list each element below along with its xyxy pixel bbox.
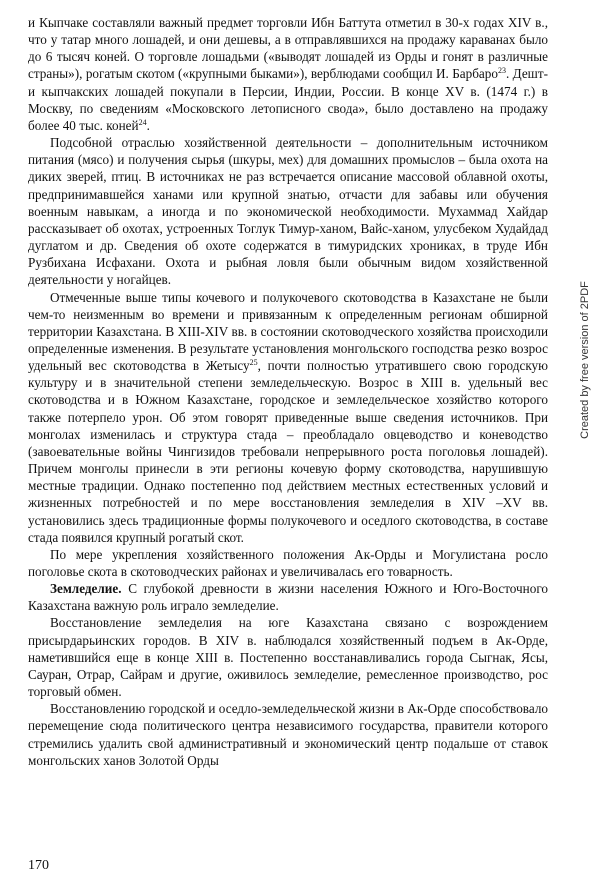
text-run: Восстановлению городской и оседло-земледельческой жизни в Ак-Орде способствовало перемещение сюда политического центра независимого государства, правители которого стремились удалить свой административный и экономический центр подальше от ставок монгольских ханов Золотой Орды <box>28 701 548 768</box>
footnote-ref: 23 <box>497 66 506 76</box>
text-run: С глубокой древности в жизни населения Южного и Юго-Восточного Казахстана важную роль играло земледелие. <box>28 581 548 614</box>
text-run: Отмеченные выше типы кочевого и полукочевого скотоводства в Казахстане не были чем-то неизменным во времени и привязанным к определенным регионам обширной территории Казахстана. В XIII-XIV вв. в состоянии скотоводческого хозяйства происходили определенные изменения. В результате установления монгольского господства резко возрос удельный вес скотоводства в Жетысу <box>28 289 548 374</box>
paragraph-p5 <box>28 580 548 614</box>
text-run: и Кыпчаке составляли важный предмет торговли Ибн Баттута отметил в 30-х годах XIV в., что у татар много лошадей, и они дешевы, а в отправлявшихся на продажу караванах было до 6 тысяч коней. О торговле лошадьми («выводят лошадей из Орды и гонят в различные страны»), рогатым скотом («крупными быками»), верблюдами сообщил И. Барбаро <box>28 15 548 82</box>
footnote-ref: 24 <box>138 117 147 127</box>
text-run: . <box>146 117 150 133</box>
paragraph-p6 <box>28 614 548 700</box>
text-run: . Дешт-и кыпчакских лошадей покупали в Персии, Индии, России. В конце XV в. (1474 г.) в Москву, по сведениям «Московского летописного свода», было доставлено на продажу более 40 тыс. коней <box>28 66 548 133</box>
section-heading: Земледелие. <box>50 581 122 597</box>
paragraph-p2 <box>28 134 548 288</box>
text-run: По мере укрепления хозяйственного положения Ак-Орды и Могулистана росло поголовье скота в скотоводческих районах и увеличивалась его товарность. <box>28 546 548 579</box>
text-run: , почти полностью утратившего свою городскую культуру и в значительной степени земледельческую. Возрос в XIII в. удельный вес скотоводства и в Южном Казахстане, городское и земледельческое хозяйство которого также потерпело урон. Об этом говорят приведенные выше сведения источников. При монголах изменилась и структура стада – преобладало овцеводство и коневодство (завоевательные войны Чингизидов требовали непрерывного роста поголовья лошадей). Причем монголы принесли в эти регионы кочевую форму скотоводства, нарушившую местные традиции. Однако постепенно под действием местных естественных условий и жизненных потребностей и по мере восстановления земледелия в XIV –XV вв. установились здесь традиционные формы полукочевого и оседлого скотоводства, в составе стада появился крупный рогатый скот. <box>28 358 549 545</box>
paragraph-p4 <box>28 546 548 580</box>
paragraph-p3 <box>28 289 548 546</box>
page-body <box>28 14 548 769</box>
text-run: Подсобной отраслью хозяйственной деятельности – дополнительным источником питания (мясо) и получения сырья (шкуры, мех) для домашних промыслов – была охота на диких зверей, птиц. В источниках не раз встречается описание массовой облавной охоты, предпринимавшейся ханами или крупной знатью, отчасти для забавы или обучения военным навыкам, а иногда и по экономической необходимости. Мухаммад Хайдар рассказывает об охотах, устроенных Тоглук Тимур-ханом, Вайс-ханом, улусбеком Худайдад дуглатом и др. Сведения об охоте содержатся в тимуридских хрониках, в труде Ибн Рузбихана Исфахани. Охота и рыбная ловля были обычным видом хозяйственной деятельности у ногайцев. <box>28 135 548 288</box>
footnote-ref: 25 <box>249 358 258 368</box>
text-run: Восстановление земледелия на юге Казахстана связано с возрождением присырдарьинских городов. В XIV в. наблюдался хозяйственный подъем в Ак-Орде, наметившийся еще в конце XIII в. Постепенно восстанавливались города Сыгнак, Ясы, Сауран, Отрар, Сайрам и другие, оживилось земледелие, ремесленное производство, рос торговый обмен. <box>28 615 548 700</box>
watermark-text: Created by free version of 2PDF <box>579 281 591 439</box>
paragraph-p1 <box>28 14 548 134</box>
pdf-watermark <box>575 235 595 485</box>
page-number: 170 <box>28 858 49 873</box>
paragraph-p7 <box>28 700 548 769</box>
